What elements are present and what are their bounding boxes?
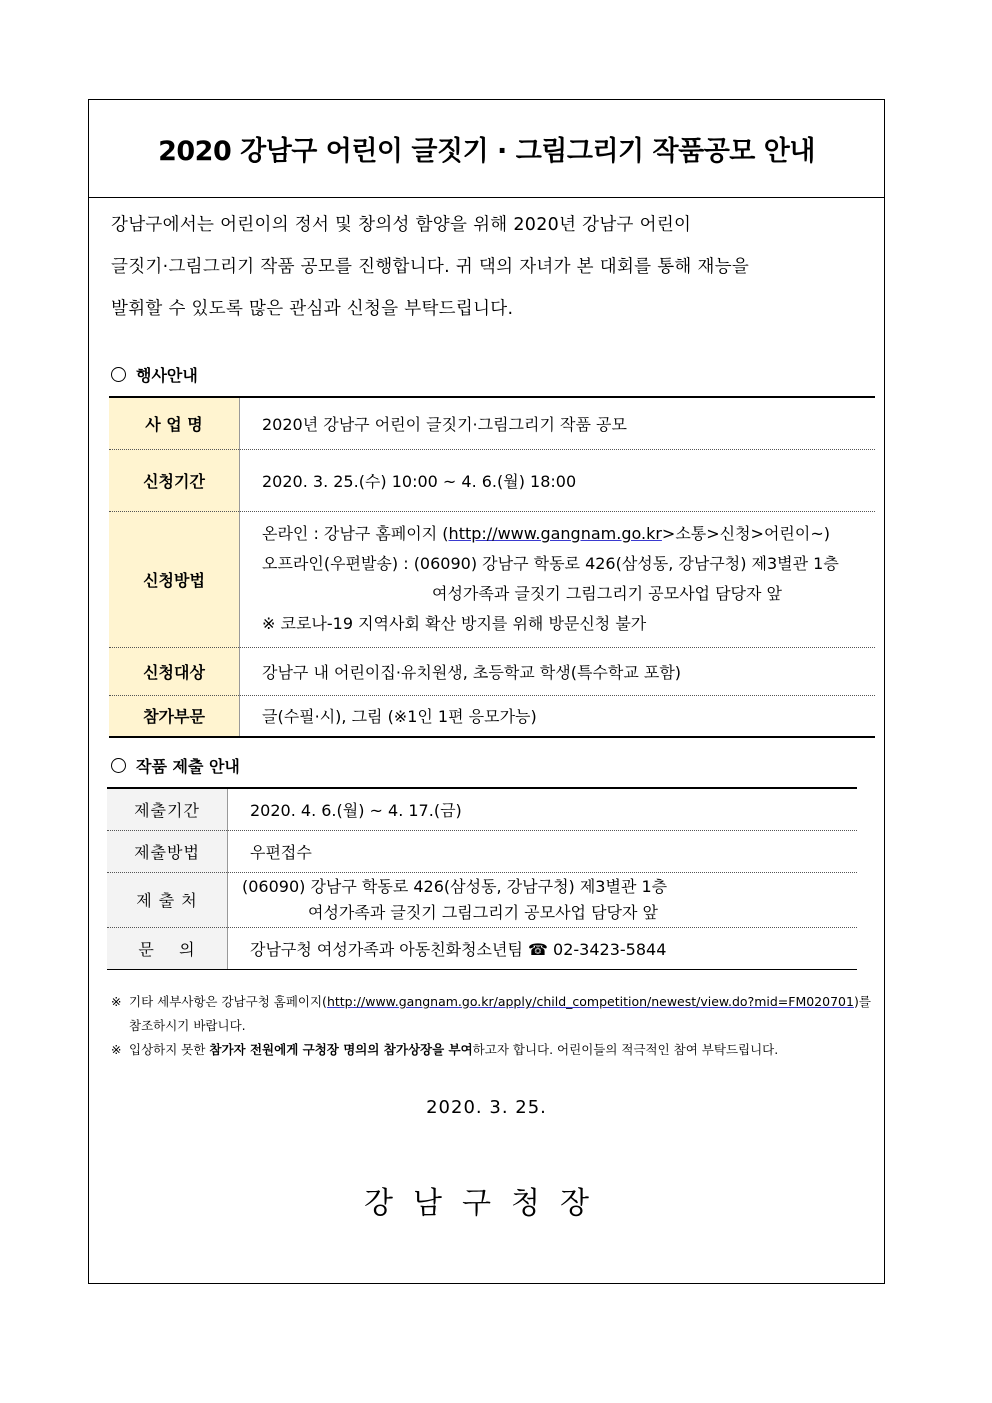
row-label: 제 출 처 [107, 872, 228, 927]
note-prefix: 기타 세부사항은 강남구청 홈페이지( [129, 994, 327, 1009]
note-line2: 참조하시기 바랍니다. [129, 1018, 246, 1033]
notice-frame [88, 99, 885, 1284]
submission-section-heading [111, 754, 240, 777]
row-value: 2020. 4. 6.(월) ~ 4. 17.(금) [228, 788, 858, 830]
page-title: 2020 강남구 어린이 글짓기 · 그림그리기 작품공모 안내 [158, 136, 815, 167]
note-item [111, 990, 881, 1038]
circle-icon [111, 367, 126, 382]
row-value [228, 872, 858, 927]
notes [111, 990, 881, 1062]
table-row [109, 449, 875, 511]
row-value: 강남구 내 어린이집·유치원생, 초등학교 학생(특수학교 포함) [240, 647, 876, 695]
online-method [262, 519, 874, 549]
table-row [109, 397, 875, 449]
table-row [109, 511, 875, 647]
intro-line: 강남구에서는 어린이의 정서 및 창의성 함양을 위해 2020년 강남구 어린이 [111, 215, 692, 235]
row-label: 제출방법 [107, 830, 228, 872]
row-value [240, 511, 876, 647]
row-label: 신청기간 [109, 449, 240, 511]
note-text [129, 990, 871, 1038]
submission-table [107, 787, 857, 970]
row-value: 강남구청 여성가족과 아동친화청소년팀 ☎ 02-3423-5844 [228, 927, 858, 969]
intro-line: 글짓기·그림그리기 작품 공모를 진행합니다. 귀 댁의 자녀가 본 대회를 통해 재능을 [111, 257, 750, 277]
signer: 강남구청장 [364, 1186, 609, 1221]
row-label: 제출기간 [107, 788, 228, 830]
row-label: 신청대상 [109, 647, 240, 695]
table-row [109, 647, 875, 695]
row-value: 2020. 3. 25.(수) 10:00 ~ 4. 6.(월) 18:00 [240, 449, 876, 511]
offline-method: 오프라인(우편발송) : (06090) 강남구 학동로 426(삼성동, 강남구청) 제3별관 1층 [262, 554, 839, 573]
visit-note: ※ 코로나-19 지역사회 확산 방지를 위해 방문신청 불가 [262, 614, 647, 633]
note-text [129, 1038, 778, 1062]
note-mark: ※ [111, 994, 122, 1009]
note-emphasis: 참가자 전원에게 구청장 명의의 참가상장을 부여 [209, 1042, 473, 1057]
note-mark: ※ [111, 1042, 122, 1057]
note-item [111, 1038, 881, 1062]
circle-icon [111, 758, 126, 773]
intro-paragraph [111, 204, 879, 330]
note-suffix: )를 [853, 994, 871, 1009]
intro-line: 발휘할 수 있도록 많은 관심과 신청을 부탁드립니다. [111, 299, 514, 319]
row-value: 우편접수 [228, 830, 858, 872]
note-suffix: 하고자 합니다. 어린이들의 적극적인 참여 부탁드립니다. [472, 1042, 779, 1057]
row-label: 사 업 명 [109, 397, 240, 449]
table-row [107, 927, 857, 969]
address-line: 여성가족과 글짓기 그림그리기 공모사업 담당자 앞 [308, 902, 659, 922]
table-row [109, 695, 875, 737]
title-box [89, 100, 884, 198]
row-label: 문 의 [107, 927, 228, 969]
row-value: 2020년 강남구 어린이 글짓기·그림그리기 작품 공모 [240, 397, 876, 449]
homepage-link[interactable]: http://www.gangnam.go.kr [448, 524, 662, 543]
address-line: (06090) 강남구 학동로 426(삼성동, 강남구청) 제3별관 1층 [242, 876, 668, 896]
online-prefix: 온라인 : 강남구 홈페이지 ( [262, 524, 449, 543]
row-label: 참가부문 [109, 695, 240, 737]
row-value: 글(수필·시), 그림 (※1인 1편 응모가능) [240, 695, 876, 737]
notice-date: 2020. 3. 25. [426, 1097, 547, 1118]
event-heading-text: 행사안내 [136, 366, 198, 385]
note-prefix: 입상하지 못한 [129, 1042, 210, 1057]
row-label: 신청방법 [109, 511, 240, 647]
event-table [109, 396, 875, 738]
event-section-heading [111, 363, 198, 386]
table-row [107, 830, 857, 872]
online-suffix: >소통>신청>어린이~) [661, 524, 830, 543]
table-row [107, 872, 857, 927]
offline-method-recipient: 여성가족과 글짓기 그림그리기 공모사업 담당자 앞 [432, 584, 783, 603]
details-link[interactable]: http://www.gangnam.go.kr/apply/child_competition/newest/view.do?mid=FM020701 [326, 994, 854, 1009]
submission-heading-text: 작품 제출 안내 [136, 757, 240, 776]
table-row [107, 788, 857, 830]
